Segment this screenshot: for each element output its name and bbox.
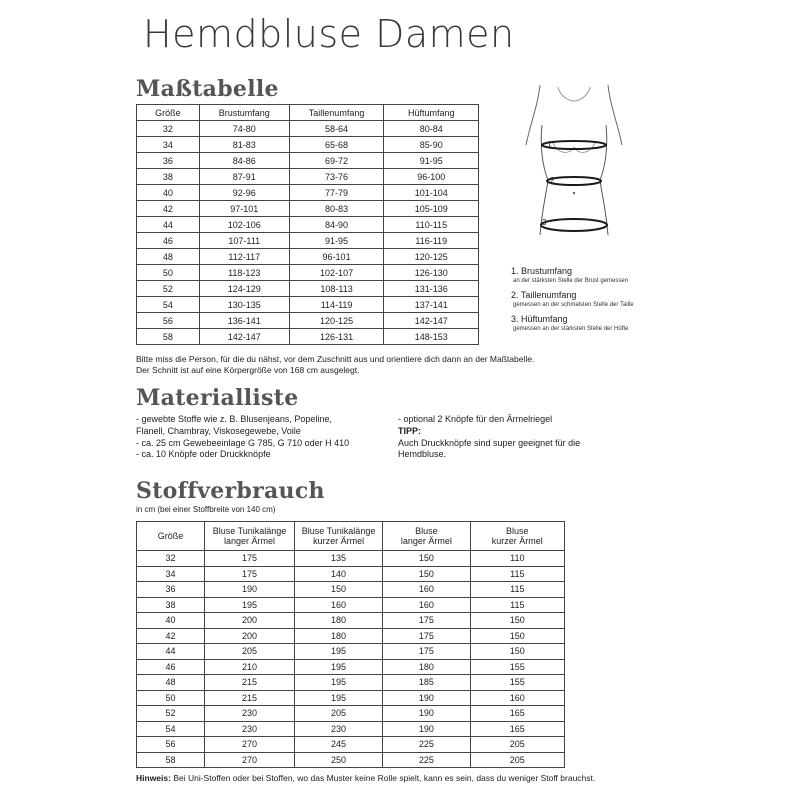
table-cell: 126-131 bbox=[289, 329, 384, 345]
table-cell: 114-119 bbox=[289, 297, 384, 313]
table-row bbox=[137, 644, 565, 660]
table-cell: 136-141 bbox=[199, 313, 289, 329]
table-cell: 205 bbox=[470, 737, 564, 753]
fabric-header-cell: Bluse Tunikalänge kurzer Ärmel bbox=[295, 522, 383, 551]
table-cell: 148-153 bbox=[384, 329, 479, 345]
table-row bbox=[137, 281, 479, 297]
legend-sub: gemessen an der schmalsten Stelle der Taille bbox=[513, 302, 634, 308]
legend-title: 3. Hüftumfang bbox=[511, 314, 568, 324]
table-cell: 185 bbox=[383, 675, 471, 691]
table-cell: 190 bbox=[383, 706, 471, 722]
fabric-header-cell: Bluse langer Ärmel bbox=[383, 522, 471, 551]
table-cell: 40 bbox=[137, 613, 205, 629]
marker-3: 3 bbox=[542, 218, 547, 227]
measure-heading: Maßtabelle bbox=[136, 76, 279, 102]
table-cell: 210 bbox=[205, 659, 295, 675]
table-cell: 102-107 bbox=[289, 265, 384, 281]
table-cell: 42 bbox=[137, 201, 200, 217]
table-cell: 77-79 bbox=[289, 185, 384, 201]
table-cell: 50 bbox=[137, 265, 200, 281]
table-cell: 81-83 bbox=[199, 137, 289, 153]
table-cell: 130-135 bbox=[199, 297, 289, 313]
table-cell: 116-119 bbox=[384, 233, 479, 249]
table-cell: 42 bbox=[137, 628, 205, 644]
legend-title: 2. Taillenumfang bbox=[511, 290, 577, 300]
hint-text bbox=[136, 773, 595, 783]
table-row bbox=[137, 121, 479, 137]
table-cell: 52 bbox=[137, 281, 200, 297]
table-cell: 165 bbox=[470, 721, 564, 737]
table-cell: 97-101 bbox=[199, 201, 289, 217]
hint-label: Hinweis: bbox=[136, 773, 171, 783]
measurement-legend bbox=[511, 266, 711, 338]
fabric-subheading: in cm (bei einer Stoffbreite von 140 cm) bbox=[136, 505, 276, 514]
table-cell: 180 bbox=[295, 628, 383, 644]
tip-label: TIPP: bbox=[398, 425, 422, 436]
table-cell: 56 bbox=[137, 313, 200, 329]
legend-sub: an der stärksten Stelle der Brust gemessen bbox=[513, 278, 629, 284]
table-cell: 96-101 bbox=[289, 249, 384, 265]
hint-body: Bei Uni-Stoffen oder bei Stoffen, wo das Muster keine Rolle spielt, kann es sein, dass du weniger Stoff brauchst. bbox=[170, 773, 596, 783]
measure-table bbox=[136, 104, 479, 345]
table-row bbox=[137, 566, 565, 582]
table-row bbox=[137, 675, 565, 691]
table-cell: 46 bbox=[137, 233, 200, 249]
table-cell: 180 bbox=[383, 659, 471, 675]
table-cell: 175 bbox=[205, 551, 295, 567]
measure-header-cell: Größe bbox=[137, 105, 200, 121]
table-cell: 115 bbox=[470, 582, 564, 598]
table-cell: 107-111 bbox=[199, 233, 289, 249]
table-cell: 205 bbox=[205, 644, 295, 660]
table-cell: 40 bbox=[137, 185, 200, 201]
table-cell: 34 bbox=[137, 566, 205, 582]
table-row bbox=[137, 217, 479, 233]
table-cell: 74-80 bbox=[199, 121, 289, 137]
materials-left bbox=[136, 414, 349, 461]
table-cell: 155 bbox=[470, 659, 564, 675]
table-cell: 91-95 bbox=[289, 233, 384, 249]
table-cell: 160 bbox=[383, 597, 471, 613]
table-cell: 215 bbox=[205, 675, 295, 691]
table-cell: 110-115 bbox=[384, 217, 479, 233]
table-cell: 48 bbox=[137, 249, 200, 265]
table-cell: 195 bbox=[295, 644, 383, 660]
table-cell: 50 bbox=[137, 690, 205, 706]
table-cell: 215 bbox=[205, 690, 295, 706]
table-cell: 84-90 bbox=[289, 217, 384, 233]
table-cell: 105-109 bbox=[384, 201, 479, 217]
tip-line: Hemdbluse. bbox=[398, 449, 447, 460]
table-cell: 73-76 bbox=[289, 169, 384, 185]
legend-sub: gemessen an der stärksten Stelle der Hüfte bbox=[513, 326, 629, 332]
table-row bbox=[137, 613, 565, 629]
table-cell: 225 bbox=[383, 752, 471, 768]
table-cell: 190 bbox=[383, 690, 471, 706]
table-cell: 96-100 bbox=[384, 169, 479, 185]
measure-header-cell: Hüftumfang bbox=[384, 105, 479, 121]
measure-header-cell: Taillenumfang bbox=[289, 105, 384, 121]
table-cell: 175 bbox=[383, 613, 471, 629]
table-row bbox=[137, 169, 479, 185]
table-cell: 150 bbox=[470, 644, 564, 660]
table-cell: 195 bbox=[205, 597, 295, 613]
table-row bbox=[137, 690, 565, 706]
table-cell: 142-147 bbox=[199, 329, 289, 345]
table-row bbox=[137, 582, 565, 598]
table-cell: 150 bbox=[470, 613, 564, 629]
table-cell: 54 bbox=[137, 297, 200, 313]
table-cell: 131-136 bbox=[384, 281, 479, 297]
table-row bbox=[137, 313, 479, 329]
table-cell: 118-123 bbox=[199, 265, 289, 281]
measure-note-line: Bitte miss die Person, für die du nähst, vor dem Zuschnitt aus und orientiere dich dann an der Maßtabelle. bbox=[136, 354, 535, 364]
table-cell: 160 bbox=[383, 582, 471, 598]
table-row bbox=[137, 659, 565, 675]
marker-1: 1 bbox=[547, 140, 552, 149]
table-cell: 230 bbox=[205, 706, 295, 722]
table-row bbox=[137, 737, 565, 753]
table-cell: 175 bbox=[383, 628, 471, 644]
table-cell: 44 bbox=[137, 217, 200, 233]
table-cell: 92-96 bbox=[199, 185, 289, 201]
table-cell: 270 bbox=[205, 752, 295, 768]
table-row bbox=[137, 329, 479, 345]
table-cell: 137-141 bbox=[384, 297, 479, 313]
table-cell: 245 bbox=[295, 737, 383, 753]
table-row bbox=[137, 249, 479, 265]
table-cell: 160 bbox=[470, 690, 564, 706]
table-cell: 84-86 bbox=[199, 153, 289, 169]
table-cell: 44 bbox=[137, 644, 205, 660]
table-cell: 101-104 bbox=[384, 185, 479, 201]
table-cell: 180 bbox=[295, 613, 383, 629]
table-cell: 126-130 bbox=[384, 265, 479, 281]
table-row bbox=[137, 706, 565, 722]
table-row bbox=[137, 752, 565, 768]
table-cell: 200 bbox=[205, 613, 295, 629]
table-cell: 195 bbox=[295, 659, 383, 675]
table-row bbox=[137, 597, 565, 613]
materials-right bbox=[398, 414, 580, 461]
table-cell: 155 bbox=[470, 675, 564, 691]
table-cell: 250 bbox=[295, 752, 383, 768]
fabric-header-cell: Bluse kurzer Ärmel bbox=[470, 522, 564, 551]
torso-illustration bbox=[520, 85, 630, 255]
table-cell: 205 bbox=[295, 706, 383, 722]
table-cell: 165 bbox=[470, 706, 564, 722]
table-cell: 52 bbox=[137, 706, 205, 722]
table-cell: 32 bbox=[137, 121, 200, 137]
table-cell: 46 bbox=[137, 659, 205, 675]
table-cell: 110 bbox=[470, 551, 564, 567]
table-cell: 56 bbox=[137, 737, 205, 753]
materials-line: - ca. 10 Knöpfe oder Druckknöpfe bbox=[136, 449, 271, 460]
marker-2: 2 bbox=[550, 176, 555, 185]
tip-line: Auch Druckknöpfe sind super geeignet für die bbox=[398, 437, 581, 448]
table-row bbox=[137, 265, 479, 281]
measure-note-line: Der Schnitt ist auf eine Körpergröße von 168 cm ausgelegt. bbox=[136, 365, 360, 375]
table-cell: 195 bbox=[295, 675, 383, 691]
table-cell: 140 bbox=[295, 566, 383, 582]
body-measurement-figure bbox=[520, 85, 630, 260]
table-cell: 142-147 bbox=[384, 313, 479, 329]
legend-title: 1. Brustumfang bbox=[511, 266, 573, 276]
table-cell: 150 bbox=[383, 551, 471, 567]
materials-line: - ca. 25 cm Gewebeeinlage G 785, G 710 oder H 410 bbox=[136, 437, 350, 448]
fabric-header-cell: Größe bbox=[137, 522, 205, 551]
table-cell: 36 bbox=[137, 153, 200, 169]
measure-header-row bbox=[137, 105, 479, 121]
table-cell: 175 bbox=[383, 644, 471, 660]
table-cell: 135 bbox=[295, 551, 383, 567]
table-cell: 150 bbox=[295, 582, 383, 598]
table-row bbox=[137, 185, 479, 201]
table-cell: 108-113 bbox=[289, 281, 384, 297]
materials-line: - optional 2 Knöpfe für den Ärmelriegel bbox=[398, 414, 553, 424]
table-cell: 150 bbox=[383, 566, 471, 582]
table-cell: 32 bbox=[137, 551, 205, 567]
table-cell: 120-125 bbox=[384, 249, 479, 265]
table-cell: 150 bbox=[470, 628, 564, 644]
table-cell: 205 bbox=[470, 752, 564, 768]
fabric-heading: Stoffverbrauch bbox=[136, 478, 325, 504]
measure-header-cell: Brustumfang bbox=[199, 105, 289, 121]
table-cell: 190 bbox=[205, 582, 295, 598]
table-cell: 54 bbox=[137, 721, 205, 737]
table-cell: 225 bbox=[383, 737, 471, 753]
table-cell: 102-106 bbox=[199, 217, 289, 233]
table-row bbox=[137, 137, 479, 153]
table-row bbox=[137, 201, 479, 217]
table-cell: 124-129 bbox=[199, 281, 289, 297]
table-cell: 270 bbox=[205, 737, 295, 753]
table-row bbox=[137, 153, 479, 169]
table-cell: 48 bbox=[137, 675, 205, 691]
table-cell: 87-91 bbox=[199, 169, 289, 185]
measure-note bbox=[136, 354, 534, 376]
table-row bbox=[137, 297, 479, 313]
table-row bbox=[137, 551, 565, 567]
table-cell: 115 bbox=[470, 597, 564, 613]
table-row bbox=[137, 233, 479, 249]
table-cell: 58 bbox=[137, 329, 200, 345]
table-cell: 230 bbox=[295, 721, 383, 737]
table-cell: 34 bbox=[137, 137, 200, 153]
table-cell: 58 bbox=[137, 752, 205, 768]
table-cell: 38 bbox=[137, 169, 200, 185]
table-cell: 112-117 bbox=[199, 249, 289, 265]
table-cell: 200 bbox=[205, 628, 295, 644]
table-cell: 230 bbox=[205, 721, 295, 737]
fabric-header-row bbox=[137, 522, 565, 551]
materials-line: Flanell, Chambray, Viskosegewebe, Voile bbox=[136, 425, 301, 436]
materials-line: - gewebte Stoffe wie z. B. Blusenjeans, Popeline, bbox=[136, 414, 332, 424]
table-cell: 65-68 bbox=[289, 137, 384, 153]
materials-heading: Materialliste bbox=[136, 385, 299, 411]
table-cell: 80-84 bbox=[384, 121, 479, 137]
table-cell: 38 bbox=[137, 597, 205, 613]
table-cell: 36 bbox=[137, 582, 205, 598]
table-cell: 91-95 bbox=[384, 153, 479, 169]
table-cell: 175 bbox=[205, 566, 295, 582]
table-cell: 195 bbox=[295, 690, 383, 706]
table-cell: 69-72 bbox=[289, 153, 384, 169]
fabric-table bbox=[136, 521, 565, 768]
table-cell: 160 bbox=[295, 597, 383, 613]
table-cell: 120-125 bbox=[289, 313, 384, 329]
table-cell: 85-90 bbox=[384, 137, 479, 153]
table-cell: 190 bbox=[383, 721, 471, 737]
page-title: Hemdbluse Damen bbox=[143, 12, 515, 56]
table-row bbox=[137, 628, 565, 644]
fabric-header-cell: Bluse Tunikalänge langer Ärmel bbox=[205, 522, 295, 551]
table-cell: 58-64 bbox=[289, 121, 384, 137]
table-cell: 115 bbox=[470, 566, 564, 582]
table-cell: 80-83 bbox=[289, 201, 384, 217]
table-row bbox=[137, 721, 565, 737]
